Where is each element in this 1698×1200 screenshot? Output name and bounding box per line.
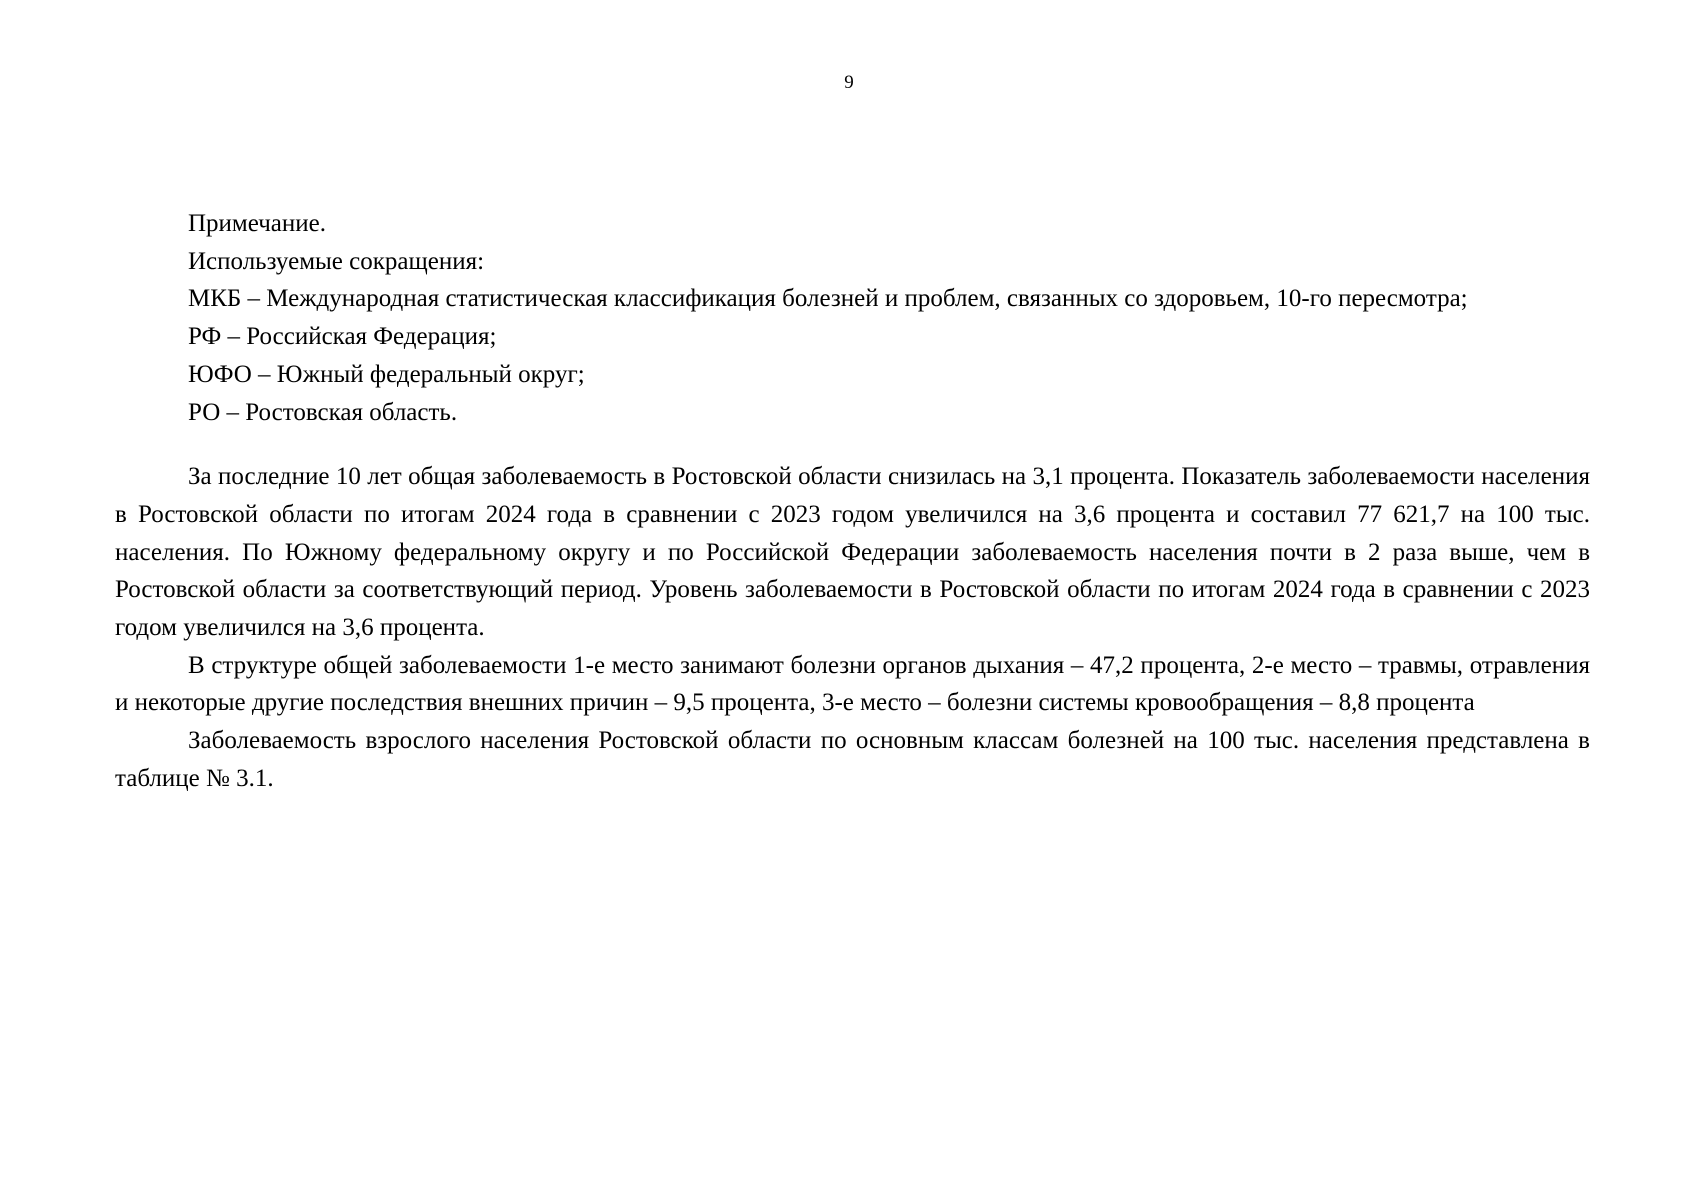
paragraph-morbidity-structure: В структуре общей заболеваемости 1-е место занимают болезни органов дыхания – 47,2 процента, 2-е место – травмы, отравления и некоторые другие последствия внешних причин – 9,5 процента, 3-е место – болезни системы кровообращения – 8,8 процента <box>115 651 1590 717</box>
page-number: 9 <box>844 72 854 93</box>
abbreviation-ro: РО – Ростовская область. <box>188 398 458 426</box>
abbreviation-rf: РФ – Российская Федерация; <box>188 323 497 351</box>
paragraph-table-reference: Заболеваемость взрослого населения Ростовской области по основным классам болезней на 100 тыс. населения представлена в таблице № 3.1. <box>115 727 1590 792</box>
note-title: Примечание. <box>188 210 327 237</box>
paragraph-morbidity-trend: За последние 10 лет общая заболеваемость в Ростовской области снизилась на 3,1 процента. Показатель заболеваемости населения в Ростовской области по итогам 2024 года в сравнении с 2023 годом увеличился на 3,6 процента и составил 77 621,7 на 100 тыс. населения. По Южному федеральному округу и по Российской Федерации заболеваемость населения почти в 2 раза выше, чем в Ростовской области за соответствующий период. Уровень заболеваемости в Ростовской области по итогам 2024 года в сравнении с 2023 годом увеличился на 3,6 процента. <box>115 463 1590 642</box>
abbreviations-intro: Используемые сокращения: <box>188 247 485 275</box>
abbreviation-mkb: МКБ – Международная статистическая классификация болезней и проблем, связанных со здоровьем, 10-го пересмотра; <box>188 285 1468 313</box>
document-body <box>115 205 1590 798</box>
abbreviation-yufo: ЮФО – Южный федеральный округ; <box>188 360 585 388</box>
section-spacer <box>115 431 1590 458</box>
